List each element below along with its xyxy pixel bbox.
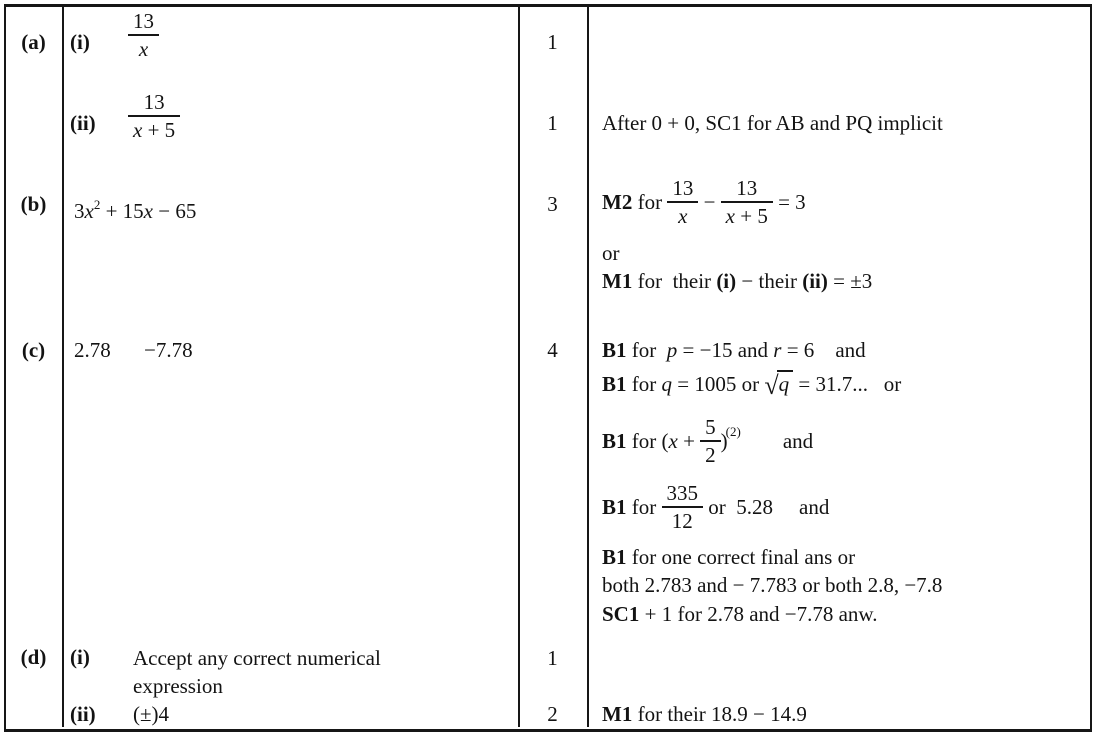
part-label-c: (c): [21, 338, 46, 362]
mark-code-b1: B1: [602, 428, 627, 453]
answer-c-root2: −7.78: [144, 338, 193, 362]
subpart-label-d-i: (i): [70, 645, 90, 669]
answer-d-i-line1: Accept any correct numerical: [133, 646, 381, 670]
answer-d-ii: (±)4: [133, 702, 170, 726]
marks-value-c: 4: [547, 338, 558, 362]
comment-c-b1-pr: B1 for p = −15 and r = 6 and: [602, 338, 866, 362]
answer-c-root1: 2.78: [74, 338, 111, 362]
subpart-label-a-ii: (ii): [70, 111, 96, 135]
marks-value-b: 3: [547, 192, 558, 216]
fraction-denominator: x + 5: [133, 118, 176, 142]
fraction: $\frac{13}{x}$: [667, 175, 698, 229]
answer-d-i-line2: expression: [133, 674, 223, 698]
comment-c-both: both 2.783 and − 7.783 or both 2.8, −7.8: [602, 573, 943, 597]
exponent: (2): [725, 424, 741, 439]
column-divider-marks: [587, 6, 589, 727]
mark-code-b1: B1: [602, 545, 627, 569]
fraction: $\frac{5}{2}$: [700, 414, 721, 468]
marks-value-a-i: 1: [547, 30, 558, 54]
fraction: $\frac{335}{12}$: [662, 480, 704, 534]
part-label-b: (b): [20, 192, 47, 216]
mark-code-m1: M1: [602, 702, 633, 726]
answer-fraction-a-i: [128, 8, 159, 62]
mark-code-b1: B1: [602, 372, 627, 396]
mark-code-m1: M1: [602, 269, 633, 293]
comment-c-b1-square: B1 for ( x + $\frac{5}{2}$ ) (2) and: [602, 415, 814, 467]
comment-b-or: or: [602, 241, 620, 265]
comment-c-sc1: SC1 + 1 for 2.78 and −7.78 anw.: [602, 602, 878, 626]
marks-value-a-ii: 1: [547, 111, 558, 135]
comment-c-b1-335: B1 for $\frac{335}{12}$ or 5.28 and: [602, 481, 830, 533]
mark-code-m2: M2: [602, 189, 633, 214]
fraction-denominator: x: [138, 37, 149, 61]
comment-c-b1-final: B1 for one correct final ans or: [602, 545, 856, 569]
minus-operator: −: [698, 189, 721, 214]
comment-a-ii: After 0 + 0, SC1 for AB and PQ implicit: [602, 111, 943, 135]
fraction-numerator: 13: [128, 8, 159, 36]
comment-b-m1: M1 for their (i) − their (ii) = ±3: [602, 269, 873, 293]
marks-value-d-i: 1: [547, 646, 558, 670]
radical-sign: √: [764, 371, 779, 400]
fraction: $\frac{13}{x + 5}$: [721, 175, 773, 229]
marks-value-d-ii: 2: [547, 702, 558, 726]
exponent: 2: [93, 197, 101, 212]
part-label-a: (a): [21, 30, 46, 54]
answer-fraction-a-ii: [128, 89, 180, 143]
comment-d-ii: M1 for their 18.9 − 14.9: [602, 702, 807, 726]
column-divider-part: [62, 6, 64, 727]
answer-b: $3x^2 + 15x - 65$: [74, 197, 197, 223]
subpart-label-a-i: (i): [70, 30, 90, 54]
sqrt-expression: √q: [764, 372, 793, 396]
subpart-label-d-ii: (ii): [70, 702, 96, 726]
fraction-numerator: 13: [128, 89, 180, 117]
mark-code-b1: B1: [602, 338, 627, 362]
comment-c-b1-q: B1 for q = 1005 or √q = 31.7... or: [602, 371, 902, 400]
mark-code-b1: B1: [602, 494, 627, 519]
part-label-d: (d): [20, 645, 47, 669]
comment-b-m2: M2 for $\frac{13}{x}$ − $\frac{13}{x + 5}$ = 3: [602, 176, 806, 228]
mark-code-sc1: SC1: [602, 602, 640, 626]
